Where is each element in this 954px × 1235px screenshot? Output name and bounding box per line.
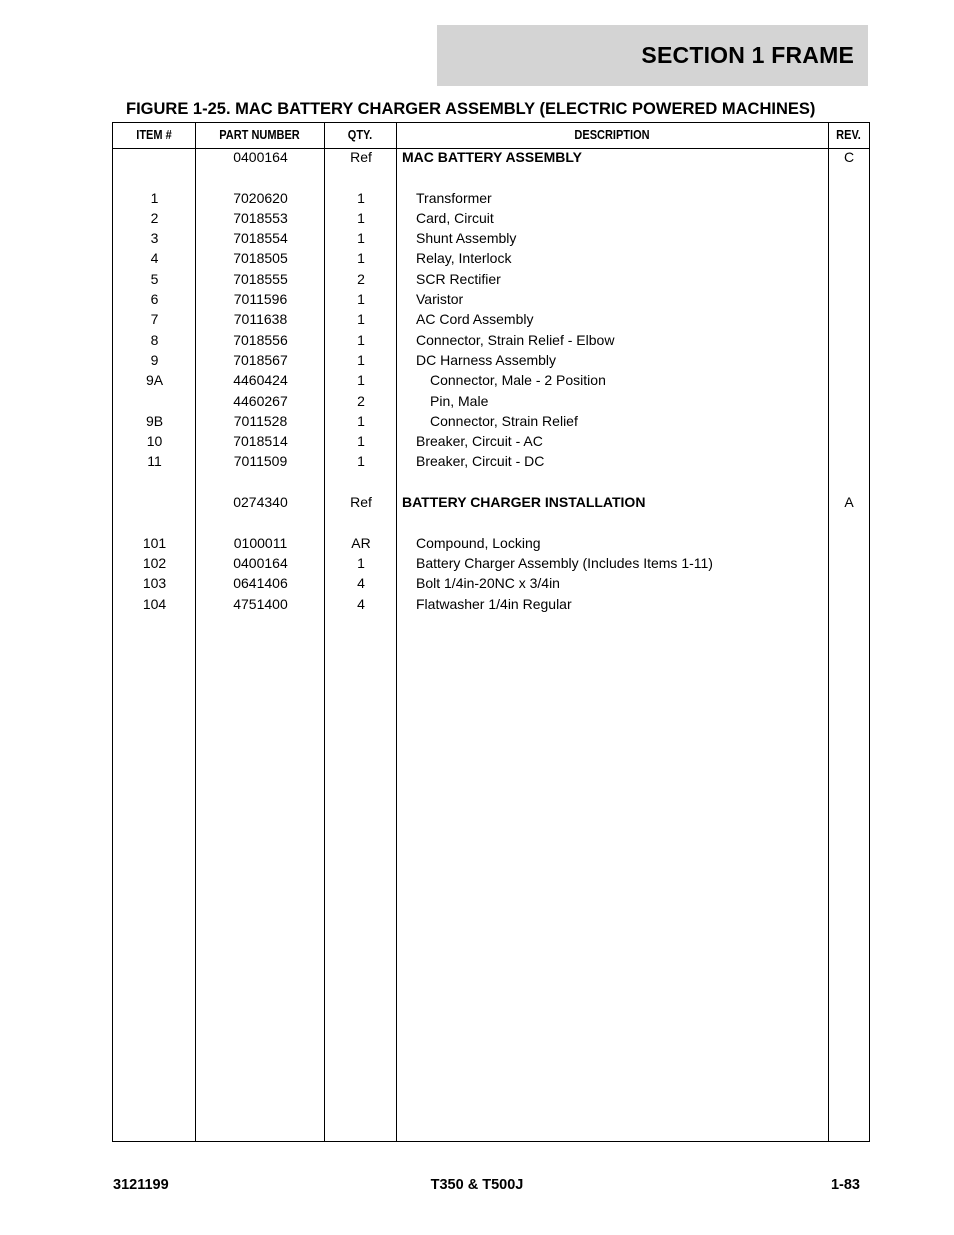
item-number: 4: [150, 250, 159, 267]
column-header-item: ITEM #: [136, 128, 172, 142]
quantity: 1: [357, 331, 365, 348]
table-row: [113, 411, 869, 431]
table-row: [113, 492, 869, 512]
item-number: 10: [146, 433, 163, 450]
quantity: 1: [357, 433, 365, 450]
description: DC Harness Assembly: [416, 351, 557, 368]
table-row: [113, 330, 869, 350]
description: Flatwasher 1/4in Regular: [416, 595, 572, 612]
item-number: 101: [142, 534, 167, 551]
table-row: [113, 594, 869, 614]
quantity: 1: [357, 453, 365, 470]
table-row: [113, 431, 869, 451]
part-number: 0100011: [233, 534, 288, 551]
quantity: 1: [357, 351, 365, 368]
table-row: [113, 167, 869, 187]
quantity: 1: [357, 412, 365, 429]
quantity: 1: [357, 189, 365, 206]
table-row: [113, 350, 869, 370]
item-number: 8: [150, 331, 159, 348]
part-number: 7018514: [233, 433, 288, 450]
part-number: 7020620: [233, 189, 288, 206]
table-row: [113, 269, 869, 289]
part-number: 0400164: [233, 149, 288, 165]
description: Compound, Locking: [416, 534, 541, 551]
part-number: 7018556: [233, 331, 288, 348]
quantity: 4: [357, 575, 365, 592]
part-number: 0274340: [233, 494, 288, 511]
description: BATTERY CHARGER INSTALLATION: [402, 494, 646, 511]
description: Connector, Male - 2 Position: [430, 372, 606, 389]
part-number: 0641406: [233, 575, 288, 592]
table-row: [113, 451, 869, 471]
quantity: 1: [357, 209, 365, 226]
item-number: 9A: [145, 372, 164, 389]
description: AC Cord Assembly: [416, 311, 534, 328]
quantity: 1: [357, 554, 365, 571]
description: Shunt Assembly: [416, 230, 517, 247]
table-row: [113, 533, 869, 553]
part-number: 4460424: [233, 372, 288, 389]
part-number: 7011509: [233, 453, 288, 470]
document-number: 3121199: [113, 1177, 169, 1193]
quantity: Ref: [350, 149, 372, 165]
part-number: 7011528: [233, 412, 288, 429]
item-number: 2: [150, 209, 159, 226]
description: Connector, Strain Relief - Elbow: [416, 331, 615, 348]
description: Battery Charger Assembly (Includes Items 1-11): [416, 554, 713, 571]
item-number: 102: [142, 554, 167, 571]
section-header-box: [437, 25, 868, 86]
quantity: Ref: [350, 494, 372, 511]
item-number: 5: [150, 270, 159, 287]
description: Breaker, Circuit - AC: [416, 433, 543, 450]
item-number: 11: [147, 453, 162, 470]
quantity: AR: [351, 534, 371, 551]
model-name: T350 & T500J: [430, 1177, 524, 1193]
quantity: 1: [357, 372, 365, 389]
part-number: 7018567: [233, 351, 288, 368]
table-row: [113, 391, 869, 411]
item-number: 6: [150, 291, 159, 308]
quantity: 1: [357, 230, 365, 247]
column-header-qty: QTY.: [347, 128, 373, 142]
table-row: [113, 289, 869, 309]
description: Card, Circuit: [416, 209, 494, 226]
description: Relay, Interlock: [416, 250, 512, 267]
part-number: 0400164: [233, 554, 288, 571]
page-number: 1-83: [830, 1177, 860, 1193]
revision: C: [843, 149, 855, 165]
table-row: [113, 370, 869, 390]
quantity: 2: [357, 270, 365, 287]
table-row: [113, 309, 869, 329]
item-number: 1: [150, 189, 159, 206]
table-row: [113, 553, 869, 573]
item-number: 9B: [145, 412, 164, 429]
quantity: 1: [357, 311, 365, 328]
part-number: 7018505: [233, 250, 288, 267]
quantity: 4: [357, 595, 365, 612]
part-number: 7011638: [233, 311, 288, 328]
table-row: [113, 512, 869, 532]
description: Connector, Strain Relief: [430, 412, 578, 429]
column-header-description: DESCRIPTION: [574, 128, 650, 142]
quantity: 1: [357, 291, 365, 308]
item-number: 103: [142, 575, 167, 592]
description: Breaker, Circuit - DC: [416, 453, 545, 470]
part-number: 7018553: [233, 209, 288, 226]
column-header-rev: REV.: [836, 128, 861, 142]
column-header-part-number: PART NUMBER: [219, 128, 300, 142]
part-number: 4751400: [233, 595, 288, 612]
description: SCR Rectifier: [416, 270, 501, 287]
table-row: [113, 472, 869, 492]
revision: A: [844, 494, 854, 511]
part-number: 7018554: [233, 230, 288, 247]
description: Varistor: [416, 291, 464, 308]
quantity: 1: [357, 250, 365, 267]
table-body: [113, 147, 869, 614]
table-row: [113, 573, 869, 593]
item-number: 104: [142, 595, 167, 612]
description: Transformer: [416, 189, 492, 206]
description: MAC BATTERY ASSEMBLY: [402, 149, 582, 165]
part-number: 7011596: [233, 291, 288, 308]
figure-title: FIGURE 1-25. MAC BATTERY CHARGER ASSEMBLY (ELECTRIC POWERED MACHINES): [126, 100, 816, 118]
description: Pin, Male: [430, 392, 489, 409]
section-title: SECTION 1 FRAME: [641, 42, 854, 68]
table-row: [113, 248, 869, 268]
part-number: 7018555: [233, 270, 288, 287]
table-row: [113, 228, 869, 248]
item-number: 3: [150, 230, 159, 247]
description: Bolt 1/4in-20NC x 3/4in: [416, 575, 560, 592]
parts-table: [112, 122, 870, 1142]
part-number: 4460267: [233, 392, 288, 409]
table-row: [113, 208, 869, 228]
quantity: 2: [357, 392, 365, 409]
item-number: 9: [150, 351, 159, 368]
table-row: [113, 147, 869, 167]
table-row: [113, 188, 869, 208]
item-number: 7: [150, 311, 159, 328]
